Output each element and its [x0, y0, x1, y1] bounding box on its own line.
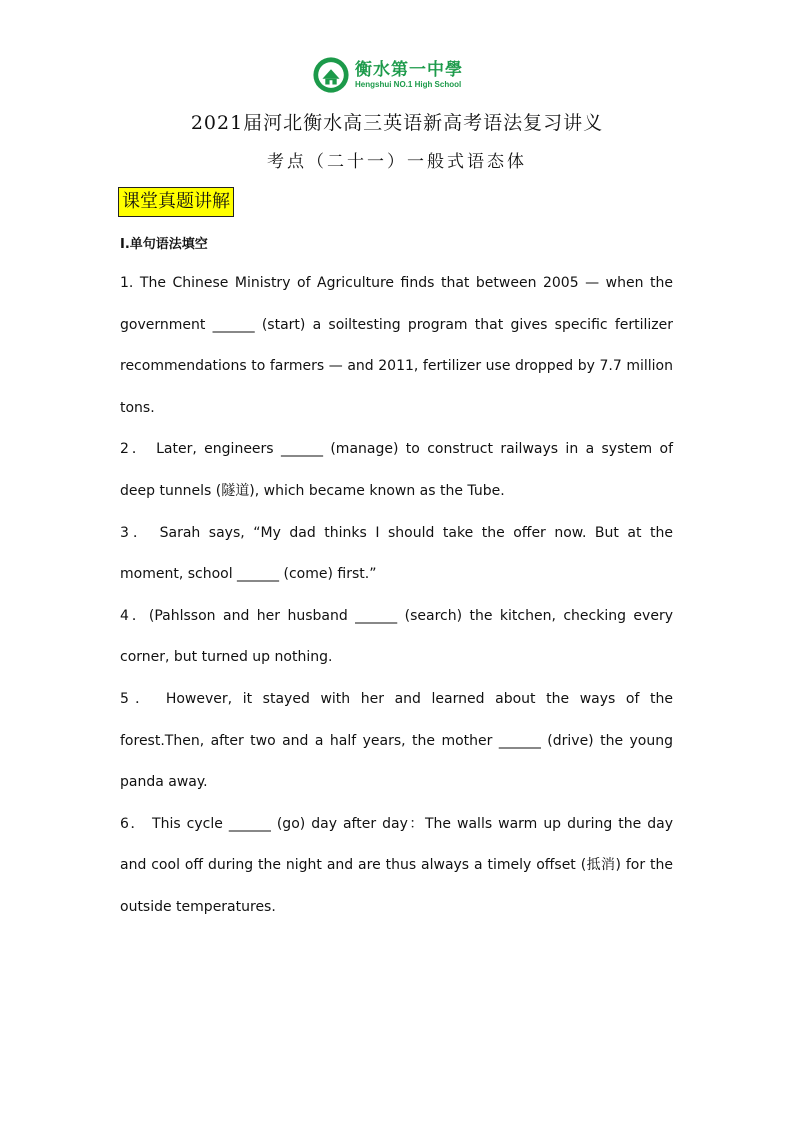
document-title: 2021届河北衡水高三英语新高考语法复习讲义 — [190, 112, 604, 134]
section-heading: Ⅰ.单句语法填空 — [120, 237, 208, 252]
highlighted-section-label: 课堂真题讲解 — [118, 187, 234, 217]
question-item: 3． Sarah says, “My dad thinks I should take the offer now. But at the moment, school ______ (come) first.” — [120, 524, 673, 583]
question-item: 6． This cycle ______ (go) day after day：The walls warm up during the day and cool off during the night and are thus always a timely offset (抵消) for the outside temperatures. — [120, 815, 673, 915]
question-item: 5． However, it stayed with her and learned about the ways of the forest.Then, after two and a half years, the mother ______ (drive) the young panda away. — [120, 690, 673, 791]
document-subtitle: 考点（二十一）一般式语态体 — [267, 152, 527, 172]
question-list — [120, 263, 673, 929]
question-item: 4．(Pahlsson and her husband ______ (search) the kitchen, checking every corner, but turned up nothing. — [120, 607, 673, 666]
school-logo — [312, 54, 472, 96]
question-item: 2． Later, engineers ______ (manage) to construct railways in a system of deep tunnels (隧道), which became known as the Tube. — [120, 441, 673, 499]
school-emblem-icon — [312, 56, 350, 94]
question-item: 1. The Chinese Ministry of Agriculture finds that between 2005 — when the government ______ (start) a soiltesting program that gives specific fertilizer recommendations to farmers — and 2011, fertilizer use dropped by 7.7 million tons. — [120, 275, 673, 416]
school-name-chinese: 衡水第一中學 — [355, 60, 463, 80]
school-name-english: Hengshui NO.1 High School — [355, 80, 462, 89]
